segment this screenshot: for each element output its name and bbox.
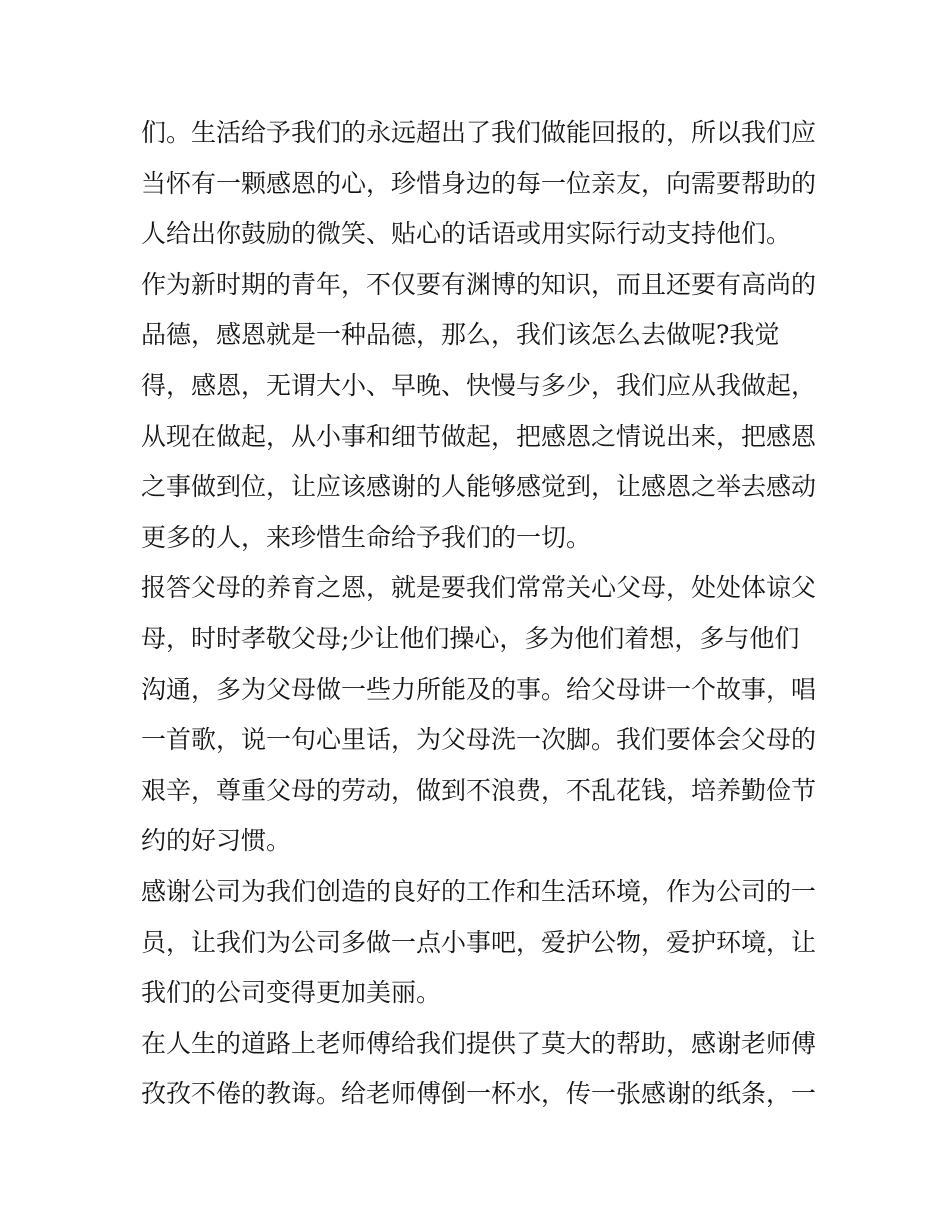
text-line: 艰辛，尊重父母的劳动，做到不浪费，不乱花钱，培养勤俭节 bbox=[141, 775, 817, 805]
text-line: 我们的公司变得更加美丽。 bbox=[141, 978, 442, 1008]
text-line: 们。生活给予我们的永远超出了我们做能回报的，所以我们应 bbox=[141, 118, 817, 147]
body-text bbox=[141, 108, 821, 1120]
text-line: 之事做到位，让应该感谢的人能够感觉到，让感恩之举去感动 bbox=[141, 472, 817, 502]
text-line: 一首歌，说一句心里话，为父母洗一次脚。我们要体会父母的 bbox=[141, 725, 817, 755]
text-line: 当怀有一颗感恩的心，珍惜身边的每一位亲友，向需要帮助的 bbox=[141, 168, 817, 198]
text-line: 人给出你鼓励的微笑、贴心的话语或用实际行动支持他们。 bbox=[141, 219, 792, 249]
text-line: 沟通，多为父母做一些力所能及的事。给父母讲一个故事，唱 bbox=[141, 674, 817, 704]
text-line: 更多的人，来珍惜生命给予我们的一切。 bbox=[141, 522, 592, 552]
text-line: 从现在做起，从小事和细节做起，把感恩之情说出来，把感恩 bbox=[141, 421, 817, 451]
text-line: 得，感恩，无谓大小、早晚、快慢与多少，我们应从我做起， bbox=[141, 370, 817, 400]
text-line: 报答父母的养育之恩，就是要我们常常关心父母，处处体谅父 bbox=[141, 573, 817, 603]
text-line: 母，时时孝敬父母;少让他们操心，多为他们着想，多与他们 bbox=[141, 623, 800, 653]
text-line: 员，让我们为公司多做一点小事吧，爱护公物，爱护环境，让 bbox=[141, 927, 817, 957]
text-line: 感谢公司为我们创造的良好的工作和生活环境，作为公司的一 bbox=[141, 876, 817, 906]
text-line: 孜孜不倦的教诲。给老师傅倒一杯水，传一张感谢的纸条，一 bbox=[141, 1079, 817, 1109]
text-line: 品德，感恩就是一种品德，那么，我们该怎么去做呢?我觉 bbox=[141, 320, 780, 350]
text-line: 约的好习惯。 bbox=[141, 826, 292, 856]
text-line: 在人生的道路上老师傅给我们提供了莫大的帮助，感谢老师傅 bbox=[141, 1028, 817, 1058]
text-line: 作为新时期的青年，不仅要有渊博的知识，而且还要有高尚的 bbox=[141, 269, 817, 299]
